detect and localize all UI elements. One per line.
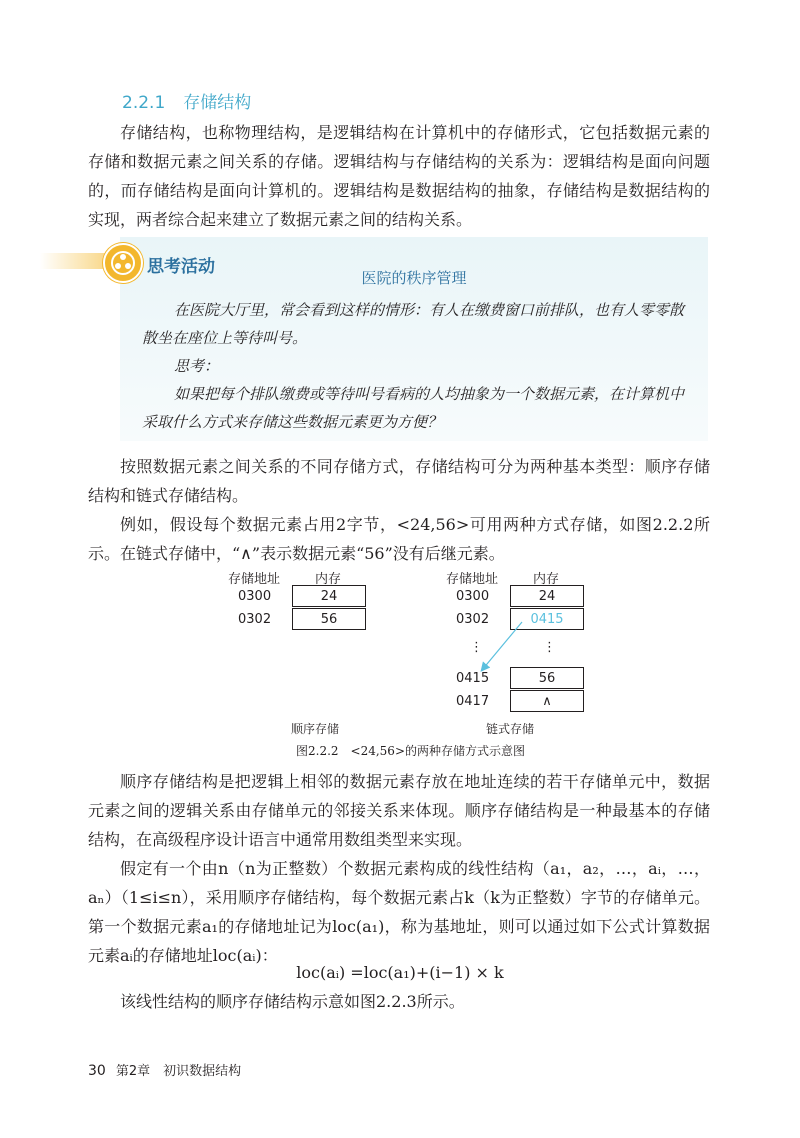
chapter-title: 第2章 初识数据结构 — [115, 1064, 242, 1079]
page-number: 30 — [88, 1063, 106, 1079]
seq-col-address: 存储地址 — [228, 572, 281, 587]
seq-cell-0: 24 — [292, 585, 366, 607]
activity-title: 医院的秩序管理 — [361, 269, 467, 287]
link-addr-2: 0415 — [456, 671, 490, 686]
page-footer — [88, 1060, 241, 1079]
activity-scenario: 在医院大厅里，常会看到这样的情形：有人在缴费窗口前排队，也有人零零散散坐在座位上等待叫号。 — [142, 301, 685, 347]
link-cell-pointer: 0415 — [510, 608, 584, 630]
activity-think-label: 思考： — [174, 357, 220, 375]
link-cell-2: 56 — [510, 667, 584, 689]
seq-addr-0: 0300 — [238, 589, 272, 604]
seq-text: 顺序存储结构是把逻辑上相邻的数据元素存放在地址连续的若干存储单元中，数据元素之间的逻辑关系由存储单元的邻接关系来体现。顺序存储结构是一种最基本的存储结构，在高级程序设计语言中通常用数组类型来实现。 — [88, 772, 710, 849]
figure-caption: 图2.2.2 <24,56>的两种存储方式示意图 — [296, 744, 525, 758]
seq-label: 顺序存储 — [291, 722, 340, 736]
activity-question: 如果把每个排队缴费或等待叫号看病的人均抽象为一个数据元素，在计算机中采取什么方式来存储这些数据元素更为方便？ — [142, 385, 685, 431]
seq-addr-1: 0302 — [238, 612, 272, 627]
formula: loc(aᵢ) =loc(a₁)+(i−1) × k — [296, 963, 504, 982]
section-title: 存储结构 — [183, 93, 252, 113]
linear-text: 假定有一个由n（n为正整数）个数据元素构成的线性结构（a₁，a₂，…，aᵢ，…，aₙ）（1≤i≤n），采用顺序存储结构，每个数据元素占k（k为正整数）字节的存储单元。第一个数据元素a₁的存储地址记为loc(a₁)，称为基地址，则可以通过如下公式计算数据元素aᵢ的存储地址loc(aᵢ)： — [88, 859, 710, 965]
activity-label: 思考活动 — [147, 257, 215, 277]
link-cell-0: 24 — [510, 585, 584, 607]
link-dots-cell: ⋮ — [543, 640, 556, 655]
example-text: 例如，假设每个数据元素占用2字节，<24,56>可用两种方式存储，如图2.2.2所示。在链式存储中，“∧”表示数据元素“56”没有后继元素。 — [88, 515, 710, 563]
figref-paragraph — [88, 987, 710, 1016]
link-addr-1: 0302 — [456, 612, 490, 627]
link-addr-3: 0417 — [456, 694, 490, 709]
link-col-memory: 内存 — [533, 572, 560, 587]
figref-text: 该线性结构的顺序存储结构示意如图2.2.3所示。 — [120, 992, 465, 1011]
seq-cell-1: 56 — [292, 608, 366, 630]
types-text: 按照数据元素之间关系的不同存储方式，存储结构可分为两种基本类型：顺序存储结构和链式存储结构。 — [88, 457, 710, 505]
section-number: 2.2.1 — [122, 93, 166, 113]
link-label: 链式存储 — [486, 722, 535, 736]
link-addr-0: 0300 — [456, 589, 490, 604]
link-dots-addr: ⋮ — [470, 640, 483, 655]
intro-text: 存储结构，也称物理结构，是逻辑结构在计算机中的存储形式，它包括数据元素的存储和数据元素之间关系的存储。逻辑结构与存储结构的关系为：逻辑结构是面向问题的，而存储结构是面向计算机的。逻辑结构是数据结构的抽象，存储结构是数据结构的实现，两者综合起来建立了数据元素之间的结构关系。 — [88, 123, 710, 229]
seq-col-memory: 内存 — [315, 572, 342, 587]
link-cell-3: ∧ — [510, 690, 584, 712]
link-col-address: 存储地址 — [446, 572, 499, 587]
seq-paragraph — [88, 767, 710, 970]
